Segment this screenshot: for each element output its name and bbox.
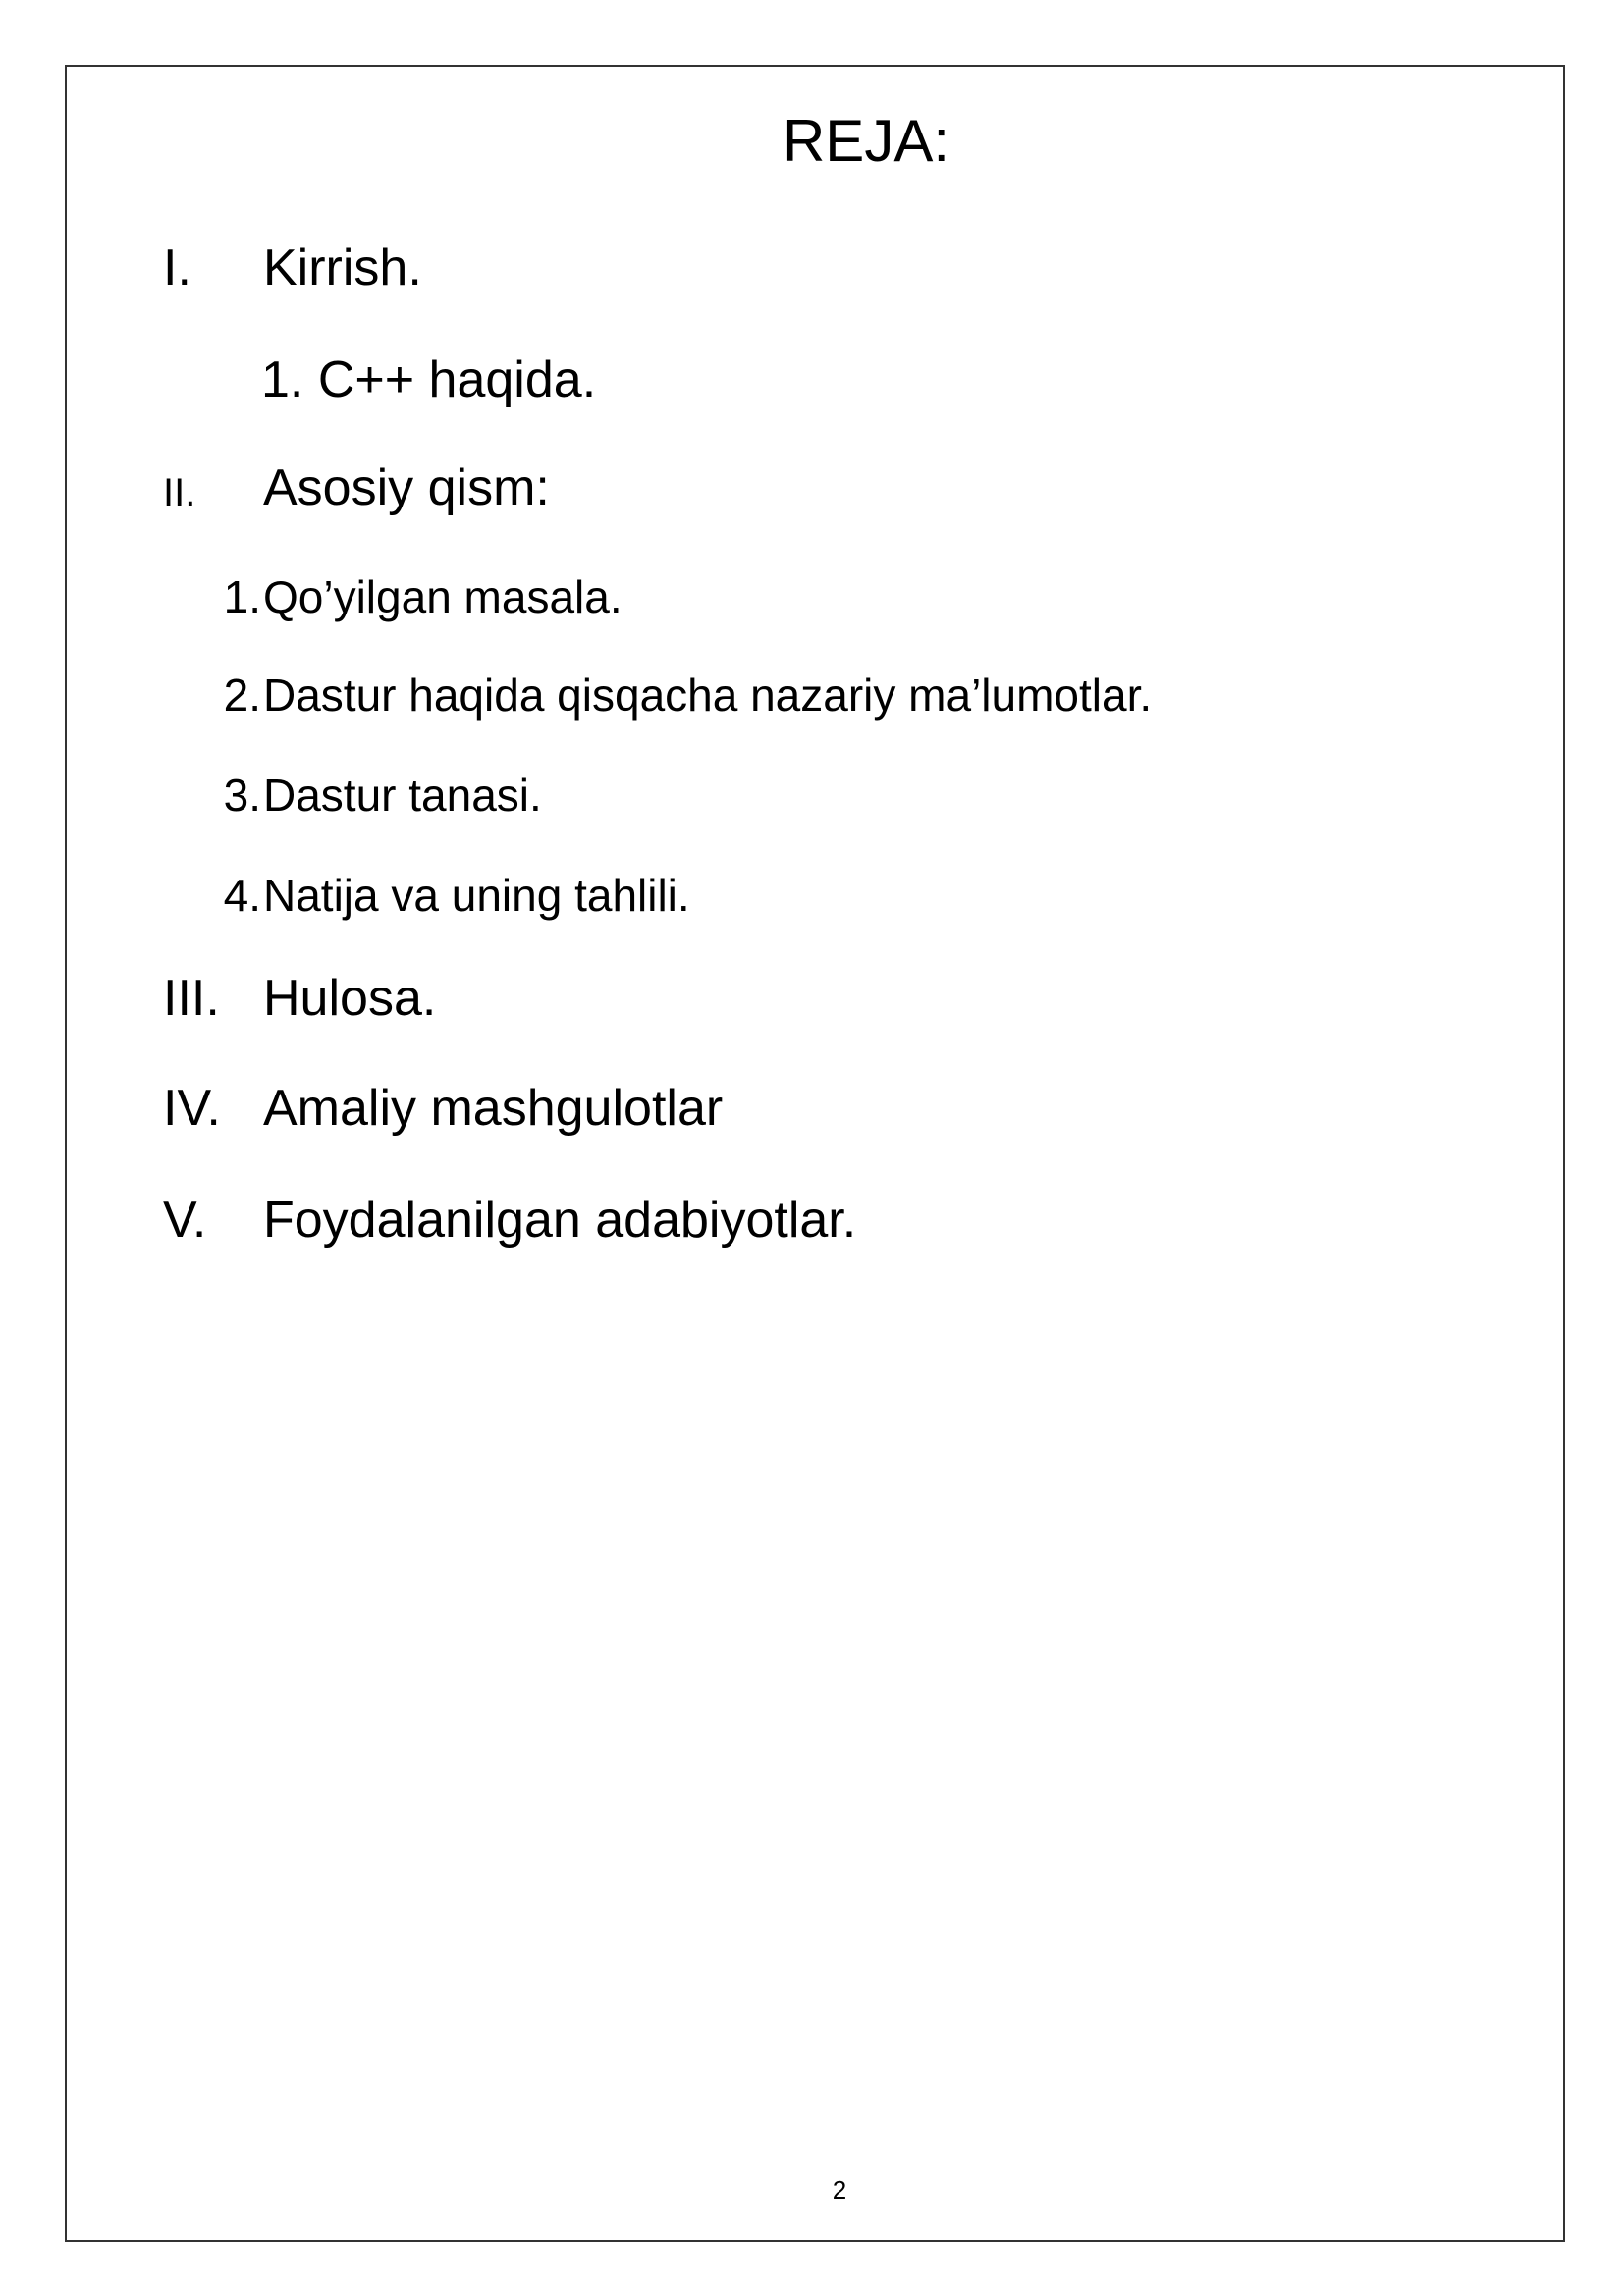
section-3-title: Hulosa. — [263, 970, 437, 1027]
subitem-1-number: 1. — [223, 571, 261, 622]
intro-subitem: 1. C++ haqida. — [261, 351, 597, 408]
section-4-number: IV. — [163, 1080, 221, 1137]
page-title: REJA: — [782, 108, 950, 174]
page-number: 2 — [832, 2175, 847, 2205]
subitem-1-text: Qo’yilgan masala. — [263, 571, 623, 622]
section-1-number: I. — [163, 240, 191, 296]
section-5-title: Foydalanilgan adabiyotlar. — [263, 1192, 857, 1249]
subitem-2-number: 2. — [223, 669, 261, 721]
section-3-number: III. — [163, 970, 220, 1027]
subitem-4-number: 4. — [223, 870, 261, 921]
section-5-number: V. — [163, 1192, 207, 1249]
section-2-title: Asosiy qism: — [263, 459, 550, 516]
subitem-2-text: Dastur haqida qisqacha nazariy ma’lumotlar. — [263, 669, 1153, 721]
subitem-4-text: Natija va uning tahlili. — [263, 870, 690, 921]
section-4-title: Amaliy mashgulotlar — [263, 1080, 724, 1137]
subitem-3-text: Dastur tanasi. — [263, 770, 542, 821]
subitem-3-number: 3. — [223, 770, 261, 821]
section-2-number: II. — [163, 471, 196, 514]
section-1-title: Kirrish. — [263, 240, 422, 296]
